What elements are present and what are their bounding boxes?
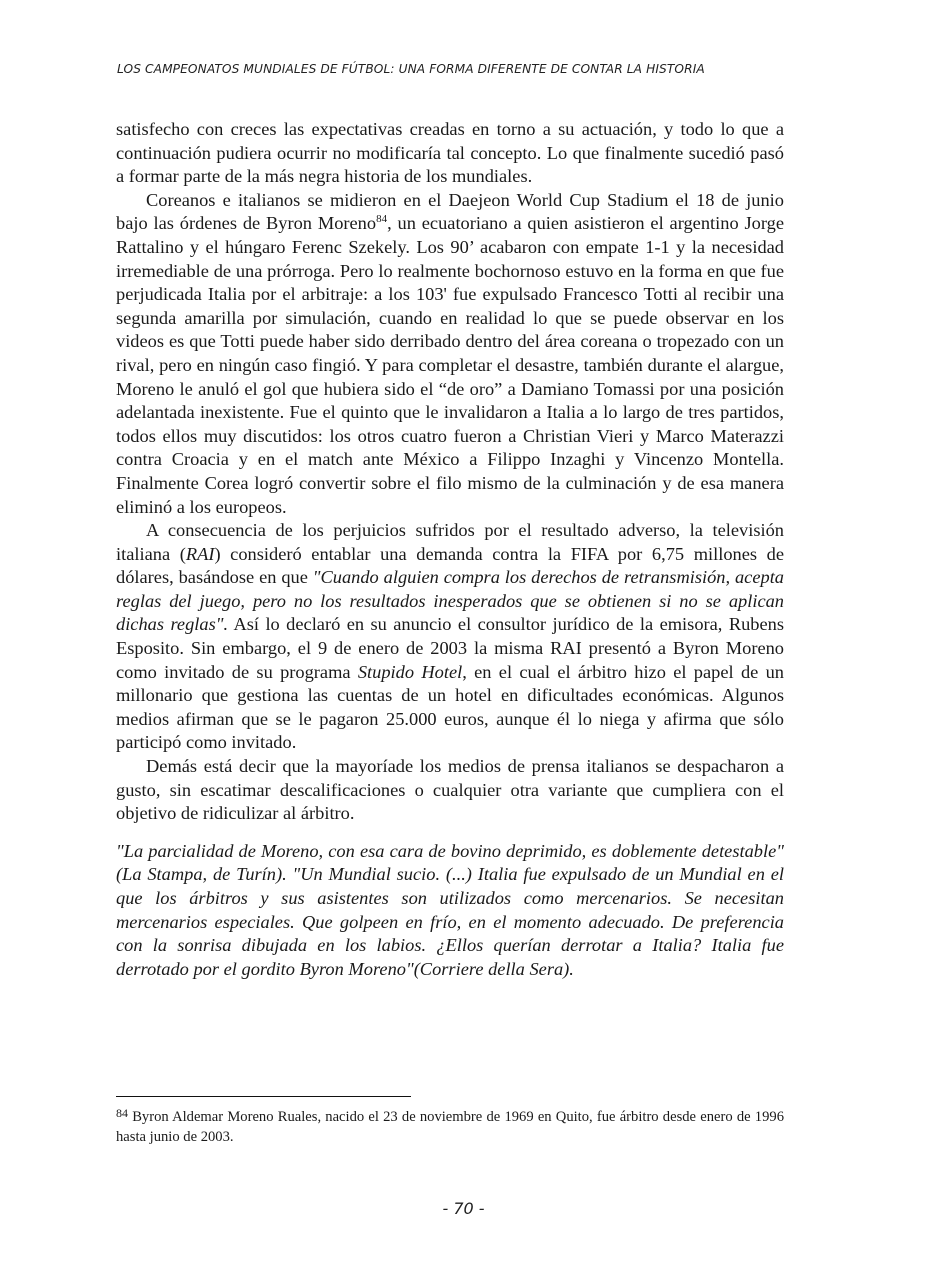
paragraph-3-text-a: A consecuencia de los perjuicios sufridos por el resultado adverso, la televisión italiana ( [116,520,784,564]
footnote-text: Byron Aldemar Moreno Ruales, nacido el 23 de noviembre de 1969 en Quito, fue árbitro desde enero de 1996 hasta junio de 2003. [116,1109,784,1145]
footnote-separator [116,1096,411,1097]
rai-quote: "Cuando alguien compra los derechos de retransmisión, acepta reglas del juego, pero no los resultados inesperados que se obtienen si no se aplican dichas reglas". [116,567,784,635]
paragraph-2-text-b: , un ecuatoriano a quien asistieron el argentino Jorge Rattalino y el húngaro Ferenc Szekely. Los 90’ acabaron con empate 1-1 y la necesidad irremediable de una prórroga. Pero lo realmente bochornoso estuvo en la forma en que fue perjudicada Italia por el arbitraje: a los 103' fue expulsado Francesco Totti al recibir una segunda amarilla por simulación, cuando en realidad lo que se puede observar en los videos es que Totti puede haber sido derribado dentro del área coreana o tropezado con un rival, pero en ningún caso fingió. Y para completar el desastre, también durante el alargue, Moreno le anuló el gol que hubiera sido el “de oro” a Damiano Tomassi por una posición adelantada inexistente. Fue el quinto que le invalidaron a Italia a lo largo de tres partidos, todos ellos muy discutidos: los otros cuatro fueron a Christian Vieri y Marco Materazzi contra Croacia y en el match ante México a Filippo Inzaghi y Vincenzo Montella. Finalmente Corea logró convertir sobre el filo mismo de la culminación y de esa manera eliminó a los europeos. [116,213,784,517]
running-header: LOS CAMPEONATOS MUNDIALES DE FÚTBOL: UNA FORMA DIFERENTE DE CONTAR LA HISTORIA [117,62,705,76]
footnote-84 [116,1107,784,1147]
show-title: Stupido Hotel [357,661,463,682]
paragraph-2-text-a: Coreanos e italianos se midieron en el Daejeon World Cup Stadium el 18 de junio bajo las órdenes de Byron Moreno [116,189,784,234]
page-number: - 70 - [442,1199,485,1218]
rai-acronym: RAI [185,543,215,564]
press-quote: "La parcialidad de Moreno, con esa cara de bovino deprimido, es doblemente detestable" (La Stampa, de Turín). "Un Mundial sucio. (...) Italia fue expulsado de un Mundial en el que los árbitros y sus asistentes son utilizados como mercenarios. Se necesitan mercenarios especiales. Que golpeen en frío, en el momento adecuado. De preferencia con la sonrisa dibujada en los labios. ¿Ellos querían derrotar a Italia? Italia fue derrotado por el gordito Byron Moreno"(Corriere della Sera). [116,840,784,979]
paragraph-1: satisfecho con creces las expectativas creadas en torno a su actuación, y todo lo que a continuación pudiera ocurrir no modificaría tal concepto. Lo que finalmente sucedió pasó a formar parte de la más negra historia de los mundiales. [116,119,784,187]
paragraph-3-text-b: ) consideró entablar una demanda contra la FIFA por 6,75 millones de dólares, basándose en que [116,543,785,588]
paragraph-3-text-c: Así lo declaró en su anuncio el consultor jurídico de la emisora, Rubens Esposito. Sin embargo, el 9 de enero de 2003 la misma RAI presentó a Byron Moreno como invitado de su programa [116,614,784,682]
paragraph-3 [116,519,784,755]
paragraph-3-text-d: , en el cual el árbitro hizo el papel de un millonario que gestiona las cuentas de un hotel en dificultades económicas. Algunos medios afirman que se le pagaron 25.000 euros, aunque él lo niega y afirma que sólo participó como invitado. [116,661,784,753]
paragraph-2 [116,189,784,519]
main-text [116,118,784,981]
footnote-number: 84 [116,1106,128,1120]
footnote-reference-84[interactable]: 84 [376,213,388,226]
paragraph-4: Demás está decir que la mayoríade los medios de prensa italianos se despacharon a gusto, sin escatimar descalificaciones o cualquier otra variante que cumpliera con el objetivo de ridiculizar al árbitro. [116,756,784,824]
